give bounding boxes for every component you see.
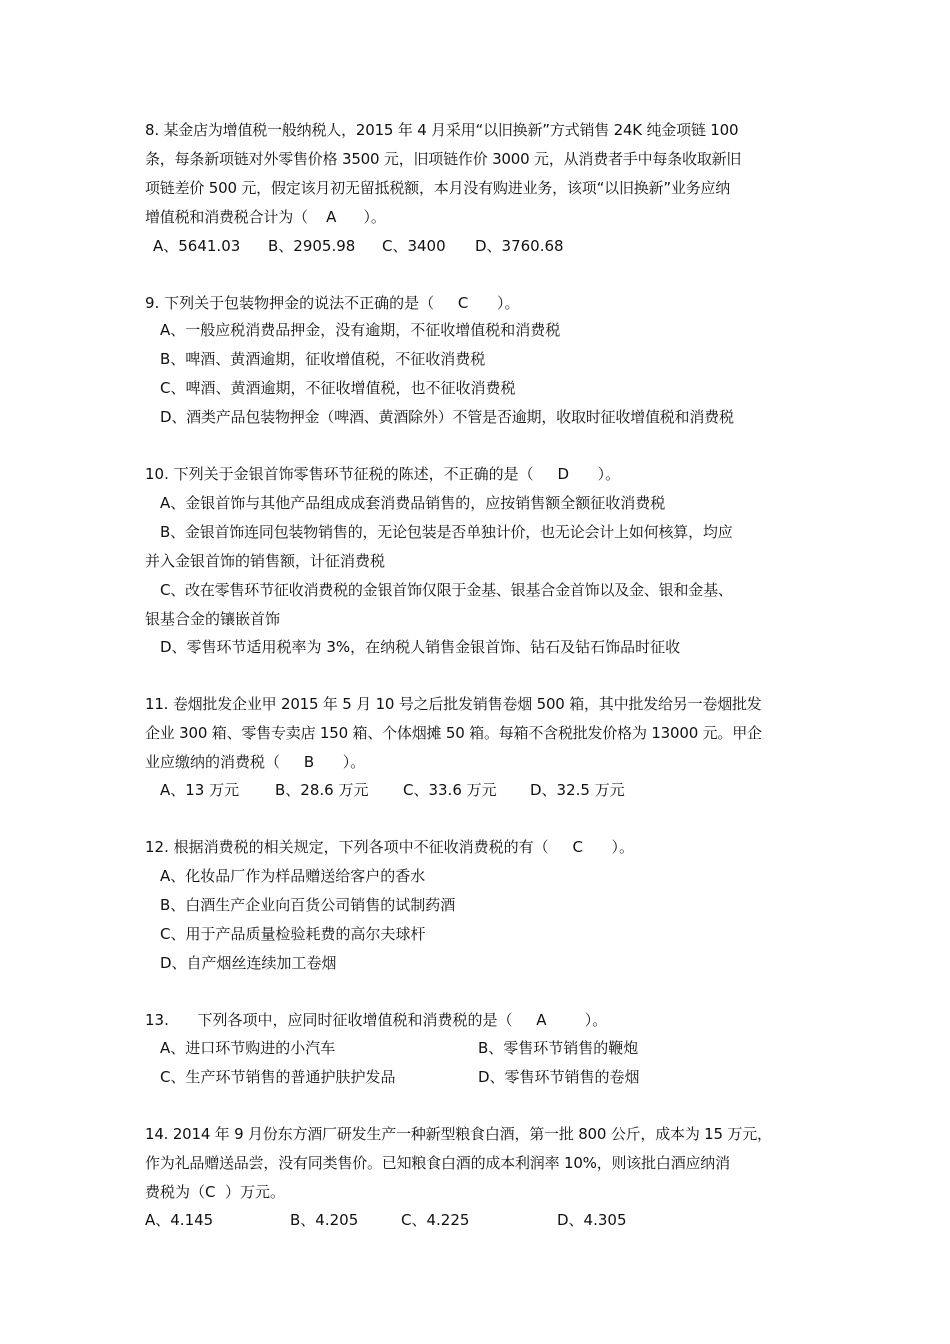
q8-line-3: 项链差价 500 元，假定该月初无留抵税额，本月没有购进业务，该项“以旧换新”业务应纳 [145, 179, 731, 197]
q11-option-a: A、13 万元 [160, 781, 240, 799]
q11-line-2: 企业 300 箱、零售专卖店 150 箱、个体烟摊 50 箱。每箱不含税批发价格为 13000 元。甲企 [145, 724, 762, 742]
q9-option-d: D、酒类产品包装物押金（啤酒、黄酒除外）不管是否逾期，收取时征收增值税和消费税 [160, 408, 734, 426]
q10-line-4: C、改在零售环节征收消费税的金银首饰仅限于金基、银基合金首饰以及金、银和金基、 [160, 581, 733, 599]
q8-line-1: 8. 某金店为增值税一般纳税人，2015 年 4 月采用“以旧换新”方式销售 24K 纯金项链 100 [145, 121, 739, 139]
q10-line-3: 并入金银首饰的销售额，计征消费税 [145, 552, 386, 570]
q14-line-1: 14. 2014 年 9 月份东方酒厂研发生产一种新型粮食白酒，第一批 800 公斤，成本为 15 万元， [145, 1125, 772, 1143]
q13-option-c: C、生产环节销售的普通护肤护发品 [160, 1068, 396, 1086]
q11-line-1: 11. 卷烟批发企业甲 2015 年 5 月 10 号之后批发销售卷烟 500 箱，其中批发给另一卷烟批发 [145, 695, 762, 713]
q8-option-d: D、3760.68 [475, 237, 564, 255]
q10-line-1: A、金银首饰与其他产品组成成套消费品销售的，应按销售额全额征收消费税 [160, 494, 666, 512]
q12-option-b: B、白酒生产企业向百货公司销售的试制药酒 [160, 896, 456, 914]
q14-option-b: B、4.205 [290, 1211, 359, 1229]
q14-option-a: A、4.145 [145, 1211, 214, 1229]
q9-option-a: A、一般应税消费品押金，没有逾期，不征收增值税和消费税 [160, 321, 561, 339]
q13-option-a: A、进口环节购进的小汽车 [160, 1039, 336, 1057]
q11-option-b: B、28.6 万元 [275, 781, 369, 799]
q14-option-c: C、4.225 [401, 1211, 470, 1229]
q12-option-a: A、化妆品厂作为样品赠送给客户的香水 [160, 867, 426, 885]
q9-stem: 9. 下列关于包装物押金的说法不正确的是（ C ）。 [145, 294, 520, 312]
q12-stem: 12. 根据消费税的相关规定，下列各项中不征收消费税的有（ C ）。 [145, 838, 635, 856]
q11-option-c: C、33.6 万元 [403, 781, 497, 799]
q14-line-2: 作为礼品赠送品尝，没有同类售价。已知粮食白酒的成本利润率 10%，则该批白酒应纳消 [145, 1154, 730, 1172]
q12-option-c: C、用于产品质量检验耗费的高尔夫球杆 [160, 925, 426, 943]
q10-line-2: B、金银首饰连同包装物销售的，无论包装是否单独计价，也无论会计上如何核算，均应 [160, 523, 733, 541]
q8-line-4: 增值税和消费税合计为（ A ）。 [145, 208, 386, 226]
q13-option-b: B、零售环节销售的鞭炮 [478, 1039, 639, 1057]
q10-line-6: D、零售环节适用税率为 3%，在纳税人销售金银首饰、钻石及钻石饰品时征收 [160, 638, 681, 656]
q10-stem: 10. 下列关于金银首饰零售环节征税的陈述，不正确的是（ D ）。 [145, 465, 621, 483]
q11-line-3: 业应缴纳的消费税（ B ）。 [145, 753, 366, 771]
q8-option-b: B、2905.98 [268, 237, 356, 255]
q8-option-a: A、5641.03 [153, 237, 241, 255]
q13-stem: 13. 下列各项中，应同时征收增值税和消费税的是（ A ）。 [145, 1011, 608, 1029]
q14-line-3: 费税为（C ）万元。 [145, 1183, 286, 1201]
q10-line-5: 银基合金的镶嵌首饰 [145, 610, 281, 628]
q8-line-2: 条，每条新项链对外零售价格 3500 元，旧项链作价 3000 元，从消费者手中每条收取新旧 [145, 150, 742, 168]
q9-option-c: C、啤酒、黄酒逾期，不征收增值税，也不征收消费税 [160, 379, 516, 397]
q13-option-d: D、零售环节销售的卷烟 [478, 1068, 640, 1086]
q14-option-d: D、4.305 [557, 1211, 627, 1229]
q9-option-b: B、啤酒、黄酒逾期，征收增值税，不征收消费税 [160, 350, 486, 368]
q8-option-c: C、3400 [382, 237, 446, 255]
q11-option-d: D、32.5 万元 [530, 781, 625, 799]
q12-option-d: D、自产烟丝连续加工卷烟 [160, 954, 337, 972]
